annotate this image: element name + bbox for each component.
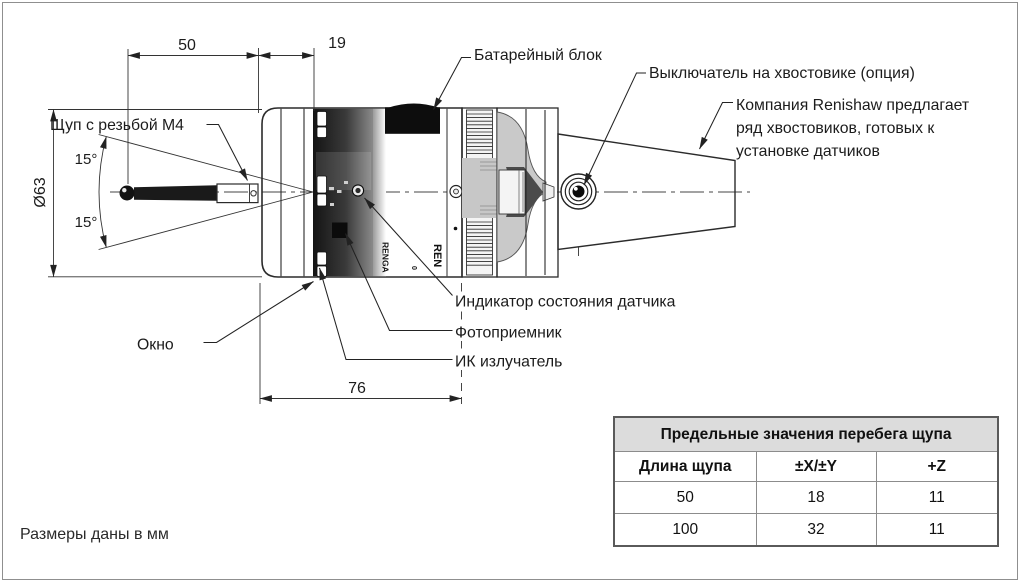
leader-shank-note: [700, 103, 734, 150]
units-note: Размеры даны в мм: [20, 526, 169, 543]
label-indicator: Индикатор состояния датчика: [455, 293, 676, 311]
label-stylus: Щуп с резьбой M4: [50, 117, 184, 134]
table-title: Предельные значения перебега щупа: [614, 417, 998, 452]
rear-dot: [454, 227, 458, 231]
cell-length-50: 50: [614, 482, 756, 514]
label-emitter: ИК излучатель: [455, 353, 563, 371]
leader-window: [204, 282, 314, 343]
body-marking-1: RENGA: [380, 242, 391, 273]
label-shank-note-line1: Компания Renishaw предлагает: [736, 97, 970, 114]
photo-receiver-aperture: [332, 223, 348, 239]
switch-highlight: [574, 187, 578, 191]
leader-stylus: [207, 125, 248, 181]
shank-switch-button: [573, 186, 585, 198]
table-header-xy: ±X/±Y: [756, 452, 876, 482]
table-row: [614, 514, 998, 547]
dim-label-diameter: Ø63: [32, 177, 49, 208]
table-header-z: +Z: [876, 452, 998, 482]
label-receiver: Фотоприемник: [455, 324, 562, 342]
dimension-76: [260, 283, 462, 404]
dimension-50: [128, 37, 259, 184]
overtravel-limits-table: [613, 416, 999, 547]
label-shank-note-line3: установке датчиков: [736, 143, 880, 160]
label-window: Окно: [137, 336, 174, 354]
shank-interface: [462, 108, 558, 277]
stylus-ball: [120, 186, 135, 201]
body-marking-3: 0: [410, 266, 417, 270]
angle-lower-label: 15°: [74, 214, 98, 231]
status-led-center: [355, 188, 360, 193]
ball-highlight: [122, 188, 126, 192]
thread-mid-gray: [462, 158, 497, 218]
holder-screw: [251, 191, 256, 196]
socket-bore: [499, 170, 525, 214]
probe-body: [262, 104, 462, 278]
stylus-shaft: [134, 185, 217, 200]
cell-xy-32: 32: [756, 514, 876, 547]
taper-shank: [558, 134, 735, 256]
battery-bump: [389, 104, 438, 108]
dim-label-50: 50: [178, 37, 196, 54]
leader-switch: [584, 73, 646, 185]
leader-emitter: [320, 268, 453, 360]
cell-xy-18: 18: [756, 482, 876, 514]
label-battery: Батарейный блок: [474, 47, 602, 64]
label-shank-note-line2: ряд хвостовиков, готовых к: [736, 120, 935, 137]
table-row: [614, 482, 998, 514]
stylus-assembly: [120, 184, 259, 203]
table-header-row: [614, 452, 998, 482]
dim-label-19: 19: [328, 35, 346, 52]
cell-length-100: 100: [614, 514, 756, 547]
label-shank-switch: Выключатель на хвостовике (опция): [649, 65, 915, 82]
rear-screw-center: [454, 189, 459, 194]
dim-label-76: 76: [348, 380, 366, 397]
body-marking-2: REN: [431, 244, 443, 268]
cell-z-11b: 11: [876, 514, 998, 547]
cell-z-11a: 11: [876, 482, 998, 514]
battery-pack: [385, 107, 440, 134]
table-header-stylus-length: Длина щупа: [614, 452, 756, 482]
angle-arc: [99, 137, 106, 248]
leader-battery: [434, 58, 472, 110]
dimension-19: [259, 35, 347, 111]
ir-emitter-windows: [317, 112, 327, 277]
angle-upper-label: 15°: [74, 151, 98, 168]
